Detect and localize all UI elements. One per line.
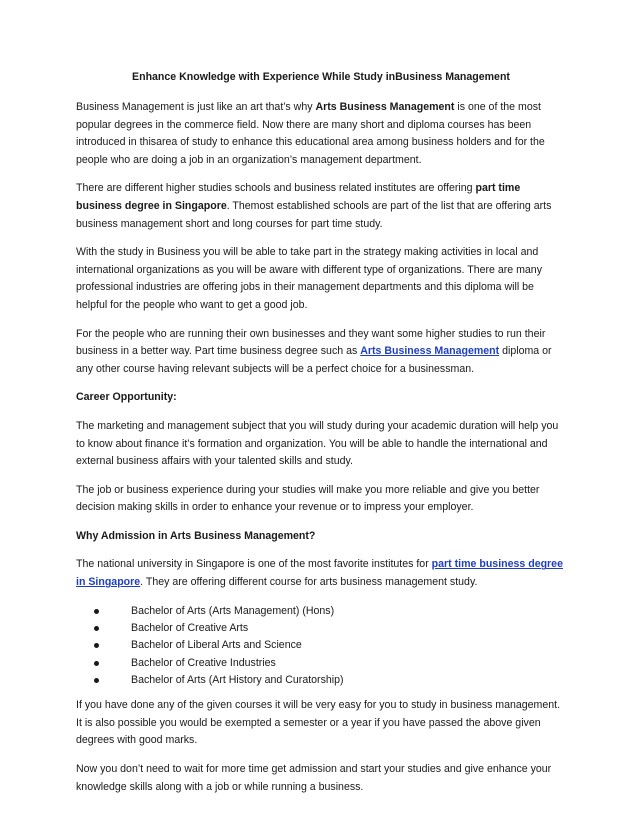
paragraph-job-experience: The job or business experience during your studies will make you more reliable and give you better decision making skills in order to enhance your revenue or to impress your employer. xyxy=(76,483,540,514)
paragraph-marketing: The marketing and management subject that you will study during your academic duration will help you to know about finance it’s formation and organization. You will be able to handle the international and external business affairs with your talented skills and study. xyxy=(76,419,559,468)
course-label: Bachelor of Liberal Arts and Science xyxy=(131,639,302,652)
list-item xyxy=(94,655,566,672)
bullet-icon xyxy=(94,661,99,666)
list-item xyxy=(94,620,566,637)
part-time-degree-link[interactable]: part time business degree in Singapore xyxy=(76,558,563,589)
paragraph-business-owners-text-a: For the people who are running their own businesses and they want some higher studies to run their business in a better way. Part time business degree such as xyxy=(76,327,546,358)
arts-business-management-link[interactable]: Arts Business Management xyxy=(360,345,500,358)
course-label: Bachelor of Arts (Art History and Curatorship) xyxy=(131,673,344,686)
list-item xyxy=(94,603,566,620)
paragraph-national-university xyxy=(76,556,566,591)
bullet-icon xyxy=(94,643,99,648)
course-label: Bachelor of Arts (Arts Management) (Hons) xyxy=(131,604,335,617)
list-item xyxy=(94,637,566,654)
paragraph-national-university-text-c: . They are offering different course for arts business management study. xyxy=(140,576,478,589)
paragraph-business-owners xyxy=(76,326,566,379)
paragraph-business-owners-text-c: diploma or any other course having relevant subjects will be a perfect choice for a businessman. xyxy=(76,345,552,375)
bullet-icon xyxy=(94,626,99,631)
heading-why-admission: Why Admission in Arts Business Management? xyxy=(76,529,316,542)
paragraph-closing: Now you don’t need to wait for more time get admission and start your studies and give enhance your knowledge skills along with a job or while running a business. xyxy=(76,762,552,793)
course-label: Bachelor of Creative Industries xyxy=(131,656,276,669)
document-title: Enhance Knowledge with Experience While Study inBusiness Management xyxy=(132,71,510,83)
course-label: Bachelor of Creative Arts xyxy=(131,621,249,634)
bullet-icon xyxy=(94,678,99,683)
paragraph-exemption: If you have done any of the given courses it will be very easy for you to study in business management. It is also possible you would be exempted a semester or a year if you have passed the above given degrees with good marks. xyxy=(76,699,561,747)
paragraph-intro-text-c: is one of the most popular degrees in the commerce field. Now there are many short and diploma courses has been introduced in thisarea of study to enhance this educational area among business holders and for the people who are doing a job in an organization’s management department. xyxy=(76,101,545,166)
paragraph-study-benefits: With the study in Business you will be able to take part in the strategy making activities in local and international organizations as you will be aware with different type of organizations. There are many professional industries are offering jobs in their management departments and this diploma will be helpful for the people who want to get a good job. xyxy=(76,246,542,311)
paragraph-intro-bold: Arts Business Management xyxy=(315,101,455,113)
heading-career-opportunity: Career Opportunity: xyxy=(76,391,177,404)
paragraph-national-university-text-a: The national university in Singapore is one of the most favorite institutes for xyxy=(76,558,432,571)
paragraph-schools-text-c: . Themost established schools are part of the list that are offering arts business management short and long courses for part time study. xyxy=(76,199,552,230)
bullet-icon xyxy=(94,609,99,614)
paragraph-schools-bold: part time business degree in Singapore xyxy=(76,182,521,212)
list-item xyxy=(94,672,566,689)
paragraph-intro-text-a: Business Management is just like an art that’s why xyxy=(76,101,316,113)
paragraph-intro xyxy=(76,99,566,169)
paragraph-schools xyxy=(76,180,566,233)
course-list xyxy=(76,603,566,689)
paragraph-schools-text-a: There are different higher studies schools and business related institutes are offering xyxy=(76,182,476,195)
